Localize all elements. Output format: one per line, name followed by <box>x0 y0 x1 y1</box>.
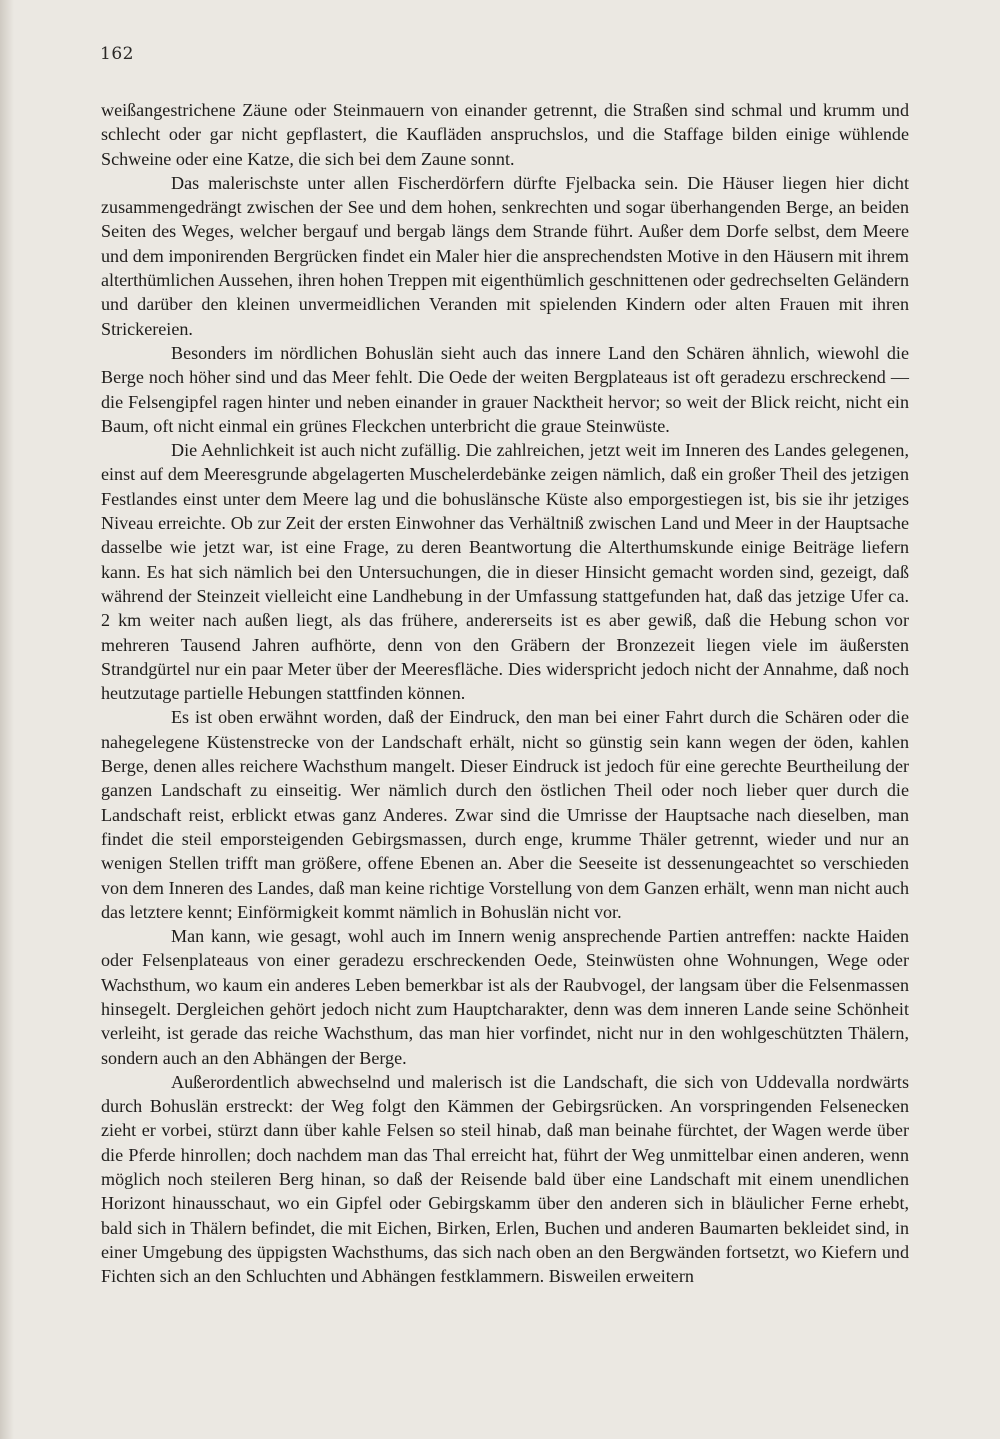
paragraph-4: Die Aehnlichkeit ist auch nicht zufällig. Die zahlreichen, jetzt weit im Inneren des Landes gelegenen, einst auf dem Meeresgrunde abgelagerten Muschelerdebänke zeigen nämlich, daß ein großer Theil des jetzigen Festlandes einst unter dem Meere lag und die bohuslänsche Küste also emporgestiegen ist, bis sie ihr jetziges Niveau erreichte. Ob zur Zeit der ersten Einwohner das Verhältniß zwischen Land und Meer in der Hauptsache dasselbe wie jetzt war, ist eine Frage, zu deren Beantwortung die Alterthumskunde einige Beiträge liefern kann. Es hat sich nämlich bei den Untersuchungen, die in dieser Hinsicht gemacht worden sind, gezeigt, daß während der Steinzeit vielleicht eine Landhebung in der Umfassung stattgefunden hat, daß das jetzige Ufer ca. 2 km weiter nach außen liegt, als das frühere, andererseits ist es aber gewiß, daß die Hebung schon vor mehreren Tausend Jahren aufhörte, denn von den Gräbern der Bronzezeit liegen viele im äußersten Strandgürtel nur ein paar Meter über der Meeresfläche. Dies widerspricht jedoch nicht der Annahme, daß noch heutzutage partielle Hebungen stattfinden können. <box>101 440 909 704</box>
paragraph-6: Man kann, wie gesagt, wohl auch im Innern wenig ansprechende Partien antreffen: nackte Haiden oder Felsenplateaus von einer geradezu erschreckenden Oede, Steinwüsten ohne Wohnungen, Wege oder Wachsthum, wo kaum ein anderes Leben bemerkbar ist als der Raubvogel, der langsam über die Felsenmassen hinsegelt. Dergleichen gehört jedoch nicht zum Hauptcharakter, denn was dem inneren Lande seine Schönheit verleiht, ist gerade das reiche Wachsthum, das man hier vorfindet, nicht nur in den wohlgeschützten Thälern, sondern auch an den Abhängen der Berge. <box>101 926 909 1068</box>
paragraph-3: Besonders im nördlichen Bohuslän sieht auch das innere Land den Schären ähnlich, wiewohl die Berge noch höher sind und das Meer fehlt. Die Oede der weiten Bergplateaus ist oft geradezu erschreckend — die Felsengipfel ragen hinter und neben einander in grauer Nacktheit hervor; so weit der Blick reicht, nicht ein Baum, oft nicht einmal ein grünes Fleckchen unterbricht die graue Steinwüste. <box>101 342 909 436</box>
paragraph-5: Es ist oben erwähnt worden, daß der Eindruck, den man bei einer Fahrt durch die Schären oder die nahegelegene Küstenstrecke von der Landschaft erhält, nicht so günstig sein kann wegen der öden, kahlen Berge, denen alles reichere Wachsthum mangelt. Dieser Eindruck ist jedoch für eine gerechte Beurtheilung der ganzen Landschaft zu einseitig. Wer nämlich durch den östlichen Theil oder noch lieber quer durch die Landschaft reist, erblickt etwas ganz Anderes. Zwar sind die Umrisse der Hauptsache nach dieselben, man findet die steil emporsteigenden Gebirgsmassen, durch enge, krumme Thäler getrennt, wieder und nur an wenigen Stellen trifft man größere, offene Ebenen an. Aber die Seeseite ist dessenungeachtet so verschieden von dem Inneren des Landes, daß man keine richtige Vorstellung von dem Ganzen erhält, wenn man nicht auch das letztere kennt; Einförmigkeit kommt nämlich in Bohuslän nicht vor. <box>101 707 909 922</box>
paragraph-2: Das malerischste unter allen Fischerdörfern dürfte Fjelbacka sein. Die Häuser liegen hier dicht zusammengedrängt zwischen der See und dem hohen, senkrechten und sogar überhangenden Berge, an beiden Seiten des Weges, welcher bergauf und bergab längs dem Strande führt. Außer dem Dorfe selbst, dem Meere und dem imponirenden Bergrücken findet ein Maler hier die ansprechendsten Motive in den Häusern mit ihrem alterthümlichen Aussehen, ihren hohen Treppen mit eigenthümlich geschnittenen oder gedrechselten Geländern und darüber den kleinen unvermeidlichen Veranden mit spielenden Kindern oder alten Frauen mit ihren Strickereien. <box>101 172 909 339</box>
page-number: 162 <box>100 44 134 64</box>
paragraph-1: weißangestrichene Zäune oder Steinmauern von einander getrennt, die Straßen sind schmal und krumm und schlecht oder gar nicht gepflastert, die Kaufläden anspruchslos, und die Staffage bilden einige wühlende Schweine oder eine Katze, die sich bei dem Zaune sonnt. <box>101 100 909 169</box>
paragraph-7: Außerordentlich abwechselnd und malerisch ist die Landschaft, die sich von Uddevalla nordwärts durch Bohuslän erstreckt: der Weg folgt den Kämmen der Gebirgsrücken. An vorspringenden Felsenecken zieht er vorbei, stürzt dann über kahle Felsen so steil hinab, daß man beinahe fürchtet, der Wagen werde über die Pferde hinrollen; doch nachdem man das Thal erreicht hat, führt der Weg unmittelbar einen anderen, wenn möglich noch steileren Berg hinan, so daß der Reisende bald über eine Landschaft mit einem unendlichen Horizont hinausschaut, wo ein Gipfel oder Gebirgskamm über den anderen sich in bläulicher Ferne erhebt, bald sich in Thälern befindet, die mit Eichen, Birken, Erlen, Buchen und anderen Baumarten bekleidet sind, in einer Umgebung des üppigsten Wachsthums, das sich nach oben an den Bergwänden fortsetzt, wo Kiefern und Fichten sich an den Schluchten und Abhängen festklammern. Bisweilen erweitern <box>101 1071 909 1287</box>
page-text <box>101 98 909 1289</box>
